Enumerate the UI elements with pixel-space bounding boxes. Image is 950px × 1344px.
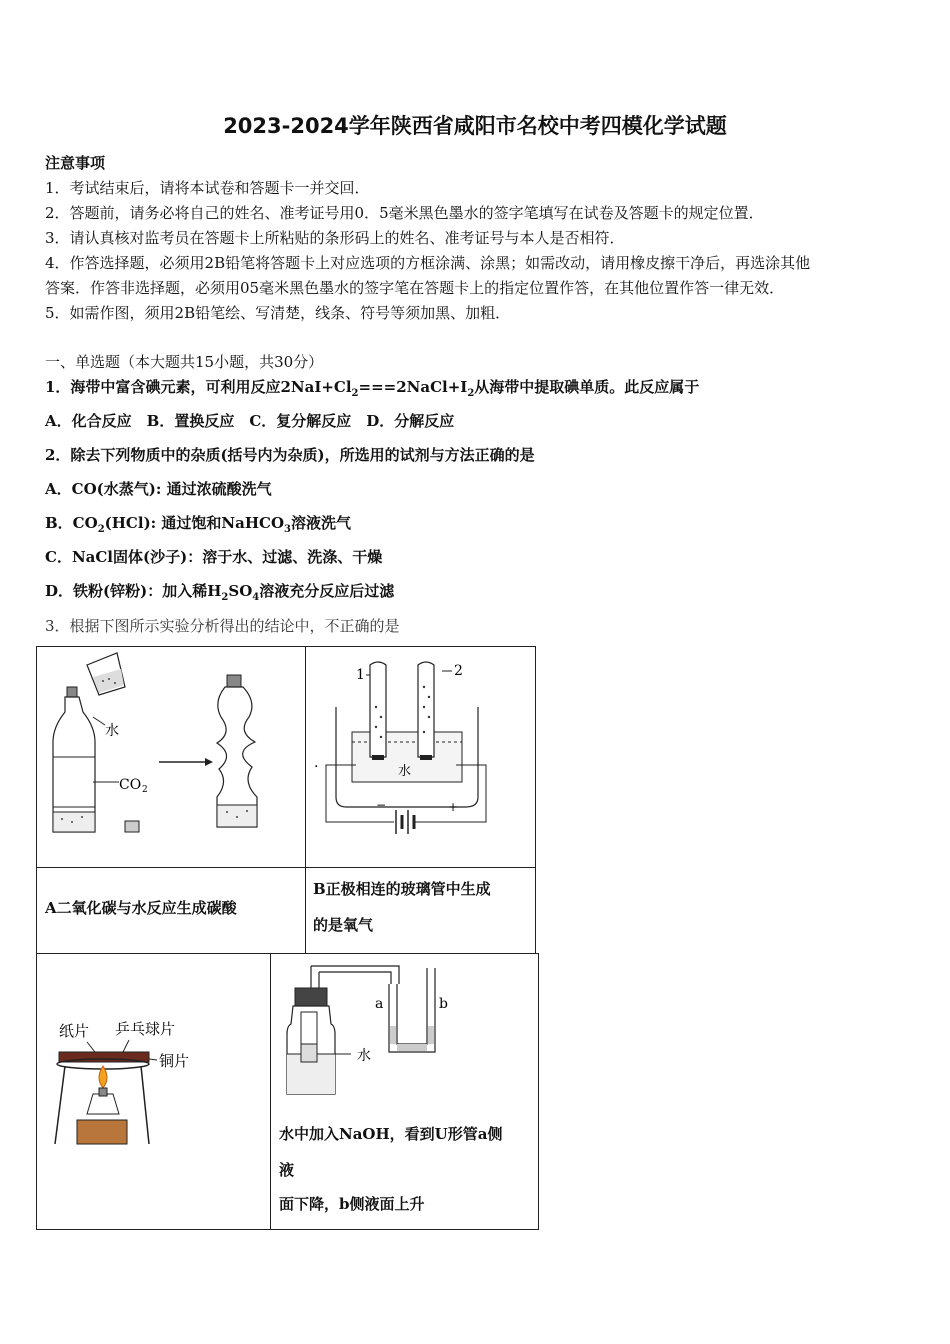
fig-d-drawing [271, 954, 538, 1114]
fig-a-label-co2: CO [119, 777, 142, 793]
q3-stem: 3．根据下图所示实验分析得出的结论中，不正确的是 [45, 617, 400, 635]
q2-option-b [45, 512, 351, 535]
fig-d-label-b: b [439, 996, 448, 1012]
fig-b-label-water: 水 [398, 764, 412, 779]
fig-b-minus: − [376, 798, 387, 812]
q1-formula-2: ===2NaCl+I [358, 378, 468, 396]
fig-b-label-1: 1 [356, 667, 365, 683]
notice-item-2: 2．答题前，请务必将自己的姓名、准考证号用0．5毫米黑色墨水的签字笔填写在试卷及答题卡的规定位置． [45, 204, 764, 222]
notice-item-4: 4．作答选择题，必须用2B铅笔将答题卡上对应选项的方框涂满、涂黑；如需改动，请用橡皮擦干净后，再选涂其他 [45, 254, 811, 272]
fig-d-caption-1: 水中加入NaOH，看到U形管a侧 [279, 1125, 503, 1143]
q2-option-d [45, 580, 394, 603]
q2-stem: 2．除去下列物质中的杂质(括号内为杂质)，所选用的试剂与方法正确的是 [45, 446, 535, 464]
q2-option-c: C．NaCl固体(沙子)：溶于水、过滤、洗涤、干燥 [45, 548, 383, 566]
fig-b-drawing [306, 647, 535, 867]
fig-c-label-pingpong: 乒乓球片 [115, 1020, 176, 1038]
battery-icon [396, 810, 414, 834]
q1-stem-b: 从海带中提取碘单质。此反应属于 [474, 378, 700, 396]
page-title: 2023-2024学年陕西省咸阳市名校中考四模化学试题 [223, 114, 727, 138]
wood-block-icon [77, 1120, 127, 1144]
fig-a-label-co2-sub: 2 [142, 785, 148, 795]
q2-optB-sub1: 2 [97, 524, 105, 535]
q2-optB-a: B．CO [45, 514, 98, 532]
beaker-icon [87, 653, 125, 695]
arrow-right-icon [205, 758, 213, 766]
fig-d-label-a: a [375, 996, 384, 1012]
q2-option-a: A．CO(水蒸气): 通过浓硫酸洗气 [45, 480, 272, 498]
fig-d-caption-3: 面下降，b侧液面上升 [279, 1195, 425, 1213]
fig-c-drawing [37, 954, 270, 1229]
q1-stem-a: 1．海带中富含碘元素，可利用反应 [45, 378, 281, 396]
flask-icon [287, 988, 335, 1094]
q2-optD-sub2: 4 [252, 592, 260, 603]
q2-optB-b: (HCl): 通过饱和NaHCO [104, 514, 285, 532]
squashed-bottle-icon [217, 675, 257, 827]
q1-formula-2-sub: 2 [467, 388, 475, 399]
notice-item-4-cont: 答案．作答非选择题，必须用05毫米黑色墨水的签字笔在答题卡上的指定位置作答，在其他位置作答一律无效． [45, 279, 785, 297]
q2-optD-c: 溶液充分反应后过滤 [259, 582, 395, 600]
fig-a-caption: A二氧化碳与水反应生成碳酸 [45, 899, 237, 917]
q1-formula-1: 2NaI+Cl [280, 378, 352, 396]
q2-optD-a: D．铁粉(锌粉)：加入稀H [45, 582, 222, 600]
fig-a-drawing [37, 647, 305, 867]
fig-a-label-water: 水 [105, 723, 119, 739]
fig-b-caption-2: 的是氧气 [313, 916, 374, 934]
test-tube-right-icon [418, 662, 434, 760]
q1-formula-1-sub: 2 [351, 388, 359, 399]
fig-d-caption-2: 液 [279, 1161, 295, 1179]
plastic-bottle-icon [53, 687, 119, 832]
section-heading: 一、单选题（本大题共15小题，共30分） [45, 353, 324, 371]
q1-stem [45, 376, 699, 399]
alcohol-lamp-icon [87, 1094, 119, 1114]
test-tube-left-icon [370, 662, 386, 760]
q1-options: A．化合反应 B．置换反应 C．复分解反应 D．分解反应 [45, 412, 455, 430]
fig-b-dot: . [314, 755, 319, 771]
fig-c-label-copper: 铜片 [159, 1052, 190, 1070]
u-tube-icon [389, 968, 435, 1052]
q2-optB-c: 溶液洗气 [291, 514, 352, 532]
fig-c-label-paper: 纸片 [59, 1022, 90, 1040]
notice-item-5: 5．如需作图，须用2B铅笔绘、写清楚，线条、符号等须加黑、加粗． [45, 304, 511, 322]
fig-b-plus: + [448, 800, 459, 814]
q2-optD-b: SO [228, 582, 253, 600]
q2-optB-sub2: 3 [284, 524, 291, 535]
notice-heading: 注意事项 [45, 154, 106, 172]
q2-optD-sub1: 2 [221, 592, 229, 603]
fig-d-label-water: 水 [357, 1048, 371, 1064]
fig-b-label-2: 2 [454, 663, 463, 679]
fig-b-caption-1: B正极相连的玻璃管中生成 [313, 880, 491, 898]
notice-item-1: 1．考试结束后，请将本试卷和答题卡一并交回． [45, 179, 370, 197]
notice-item-3: 3．请认真核对监考员在答题卡上所粘贴的条形码上的姓名、准考证号与本人是否相符． [45, 229, 625, 247]
